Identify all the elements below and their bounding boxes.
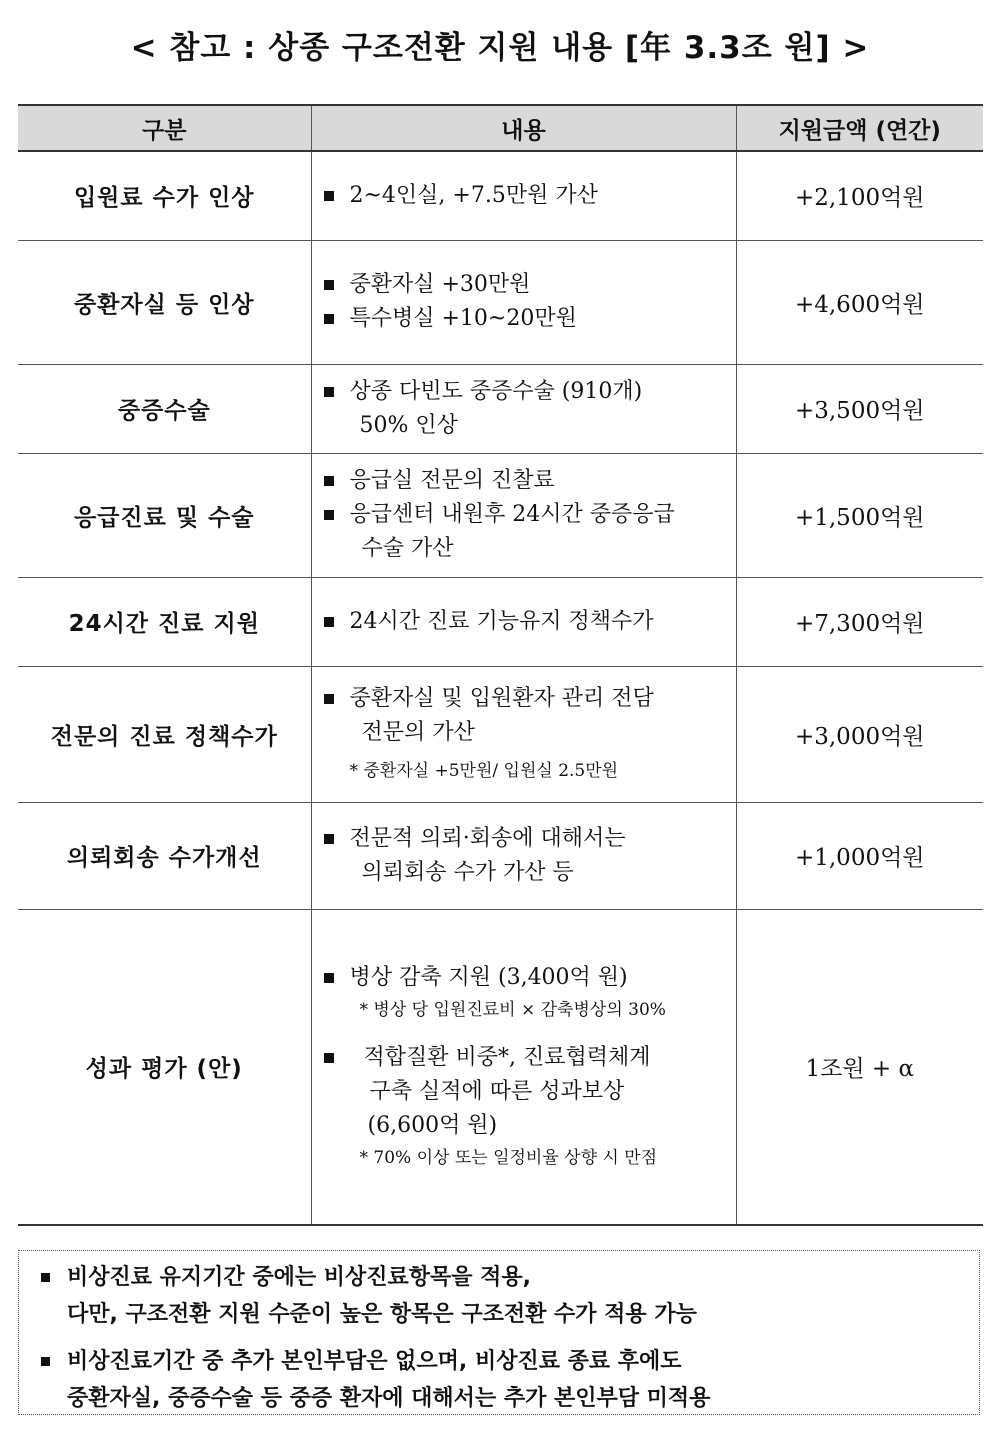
bullet-item: 24시간 진료 기능유지 정책수가	[324, 605, 726, 639]
row-amount: +3,000억원	[736, 666, 983, 802]
footnote: * 70% 이상 또는 일정비율 상향 시 만점	[359, 1147, 658, 1168]
footnote: * 중환자실 +5만원/ 입원실 2.5만원	[349, 761, 619, 781]
row-content	[311, 802, 736, 909]
notice-line: 다만, 구조전환 지원 수준이 높은 항목은 구조전환 수가 적용 가능	[67, 1302, 697, 1327]
support-table	[18, 104, 983, 1226]
row-amount: 1조원 + α	[736, 909, 983, 1225]
table-row	[18, 802, 983, 909]
bullet-continuation: 수술 가산	[361, 536, 454, 561]
bullet-continuation: 50% 인상	[359, 412, 458, 438]
bullet-item: 중환자실 +30만원	[324, 268, 726, 302]
table-row	[18, 151, 983, 240]
notice-line: 비상진료기간 중 추가 본인부담은 없으며, 비상진료 종료 후에도	[67, 1349, 682, 1374]
bullet-item: 2~4인실, +7.5만원 가산	[324, 179, 726, 213]
bullet-item: 전문적 의뢰·회송에 대해서는	[324, 822, 726, 856]
row-category: 성과 평가 (안)	[18, 909, 311, 1225]
row-category: 24시간 진료 지원	[18, 577, 311, 666]
bullet-item: 특수병실 +10~20만원	[324, 302, 726, 336]
notice-item	[41, 1259, 959, 1333]
notice-line: 중환자실, 중증수술 등 중증 환자에 대해서는 추가 본인부담 미적용	[67, 1386, 711, 1411]
row-category: 중환자실 등 인상	[18, 240, 311, 364]
row-content	[311, 453, 736, 577]
header-amount: 지원금액 (연간)	[736, 105, 983, 151]
bullet-item: 적합질환 비중*, 진료협력체계	[324, 1041, 726, 1075]
footnote: * 병상 당 입원진료비 × 감축병상의 30%	[359, 999, 666, 1020]
table-row	[18, 909, 983, 1225]
row-content	[311, 666, 736, 802]
notice-item	[41, 1343, 959, 1417]
table-header-row	[18, 105, 983, 151]
row-amount: +3,500억원	[736, 364, 983, 453]
bullet-item: 상종 다빈도 중증수술 (910개)	[324, 375, 726, 409]
row-content	[311, 364, 736, 453]
row-amount: +1,500억원	[736, 453, 983, 577]
row-category: 입원료 수가 인상	[18, 151, 311, 240]
bullet-item: 응급센터 내원후 24시간 중증응급	[324, 498, 726, 532]
table-row	[18, 577, 983, 666]
header-content: 내용	[311, 105, 736, 151]
row-category: 전문의 진료 정책수가	[18, 666, 311, 802]
bullet-item: 중환자실 및 입원환자 관리 전담	[324, 682, 726, 716]
notice-line: 비상진료 유지기간 중에는 비상진료항목을 적용,	[67, 1265, 532, 1290]
bullet-item: 병상 감축 지원 (3,400억 원)	[324, 961, 726, 995]
header-category: 구분	[18, 105, 311, 151]
row-amount: +4,600억원	[736, 240, 983, 364]
row-amount: +2,100억원	[736, 151, 983, 240]
bullet-continuation: 구축 실적에 따른 성과보상	[369, 1078, 625, 1104]
table-row	[18, 666, 983, 802]
row-category: 중증수술	[18, 364, 311, 453]
bullet-continuation: (6,600억 원)	[367, 1112, 498, 1138]
row-content	[311, 577, 736, 666]
notice-box	[18, 1250, 980, 1415]
row-category: 응급진료 및 수술	[18, 453, 311, 577]
row-amount: +7,300억원	[736, 577, 983, 666]
row-amount: +1,000억원	[736, 802, 983, 909]
row-category: 의뢰회송 수가개선	[18, 802, 311, 909]
page-title: < 참고 : 상종 구조전환 지원 내용 [年 3.3조 원] >	[130, 30, 870, 66]
table-row	[18, 364, 983, 453]
bullet-item: 응급실 전문의 진찰료	[324, 464, 726, 498]
row-content	[311, 151, 736, 240]
table-row	[18, 240, 983, 364]
bullet-continuation: 의뢰회송 수가 가산 등	[361, 859, 574, 885]
row-content	[311, 909, 736, 1225]
table-row	[18, 453, 983, 577]
row-content	[311, 240, 736, 364]
bullet-continuation: 전문의 가산	[361, 720, 475, 745]
